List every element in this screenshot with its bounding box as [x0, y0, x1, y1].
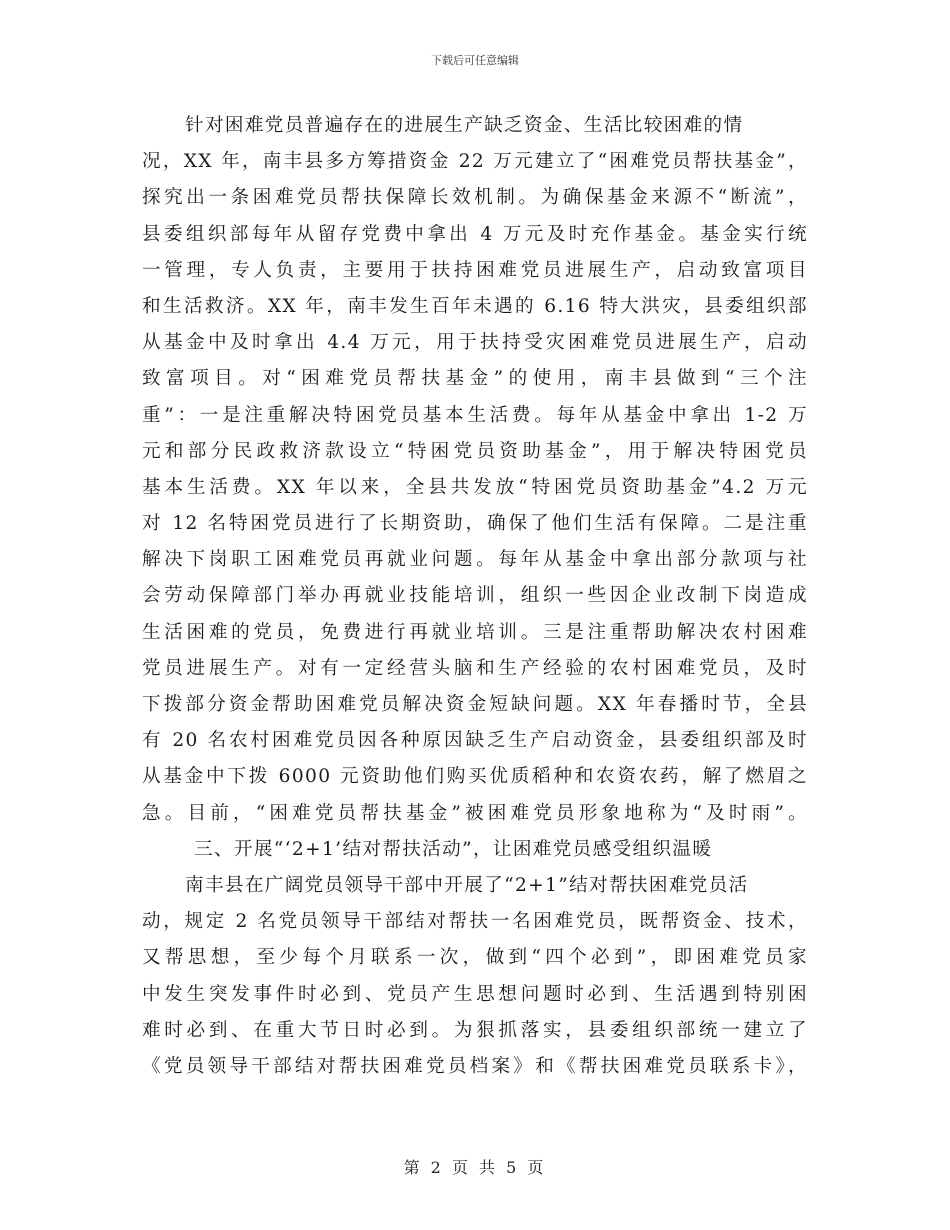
- text-line: 致富项目。对“困难党员帮扶基金”的使用，南丰县做到“三个注: [142, 368, 808, 390]
- text-line: 解决下岗职工困难党员再就业问题。每年从基金中拿出部分款项与社: [142, 549, 808, 571]
- text-line: 下拨部分资金帮助困难党员解决资金短缺问题。XX 年春播时节，全县: [142, 694, 808, 715]
- text-line: 对 12 名特困党员进行了长期资助，确保了他们生活有保障。二是注重: [142, 513, 808, 535]
- text-line: 难时必到、在重大节日时必到。为狠抓落实，县委组织部统一建立了: [142, 1019, 808, 1041]
- page-header-note: 下载后可任意编辑: [431, 54, 519, 67]
- text-line: 党员进展生产。对有一定经营头脑和生产经验的农村困难党员，及时: [142, 657, 808, 679]
- text-line: 从基金中及时拿出 4.4 万元，用于扶持受灾困难党员进展生产，启动: [142, 332, 808, 354]
- text-line: 生活困难的党员，免费进行再就业培训。三是注重帮助解决农村困难: [142, 621, 808, 643]
- text-line: 从基金中下拨 6000 元资助他们购买优质稻种和农资农药，解了燃眉之: [142, 766, 808, 788]
- text-line: 又帮思想，至少每个月联系一次，做到“四个必到”，即困难党员家: [142, 947, 808, 969]
- page-number: 第 2 页 共 5 页: [403, 1158, 547, 1177]
- section-heading: 三、开展“‘2+1’结对帮扶活动”，让困难党员感受组织温暖: [194, 838, 713, 860]
- text-line: 针对困难党员普遍存在的进展生产缺乏资金、生活比较困难的情: [185, 115, 744, 136]
- text-line: 有 20 名农村困难党员因各种原因缺乏生产启动资金，县委组织部及时: [142, 730, 808, 752]
- text-line: 重”：一是注重解决特困党员基本生活费。每年从基金中拿出 1-2 万: [142, 404, 808, 426]
- text-line: 中发生突发事件时必到、党员产生思想问题时必到、生活遇到特别困: [142, 983, 808, 1005]
- text-line: 会劳动保障部门举办再就业技能培训，组织一些因企业改制下岗造成: [142, 585, 808, 607]
- text-line: 《党员领导干部结对帮扶困难党员档案》和《帮扶困难党员联系卡》，: [142, 1055, 808, 1077]
- text-line: 南丰县在广阔党员领导干部中开展了“2+1”结对帮扶困难党员活: [185, 874, 749, 896]
- text-line: 动，规定 2 名党员领导干部结对帮扶一名困难党员，既帮资金、技术，: [142, 911, 808, 933]
- text-line: 和生活救济。XX 年，南丰发生百年未遇的 6.16 特大洪灾，县委组织部: [142, 295, 808, 317]
- text-line: 急。目前，“困难党员帮扶基金”被困难党员形象地称为“及时雨”。: [142, 802, 808, 824]
- text-line: 探究出一条困难党员帮扶保障长效机制。为确保基金来源不“断流”，: [142, 187, 808, 209]
- text-line: 基本生活费。XX 年以来，全县共发放“特困党员资助基金”4.2 万元: [142, 476, 808, 498]
- text-line: 况，XX 年，南丰县多方筹措资金 22 万元建立了“困难党员帮扶基金”，: [142, 151, 808, 173]
- document-body: [142, 108, 808, 1085]
- text-line: 一管理，专人负责，主要用于扶持困难党员进展生产，启动致富项目: [142, 259, 808, 281]
- text-line: 元和部分民政救济款设立“特困党员资助基金”，用于解决特困党员: [142, 440, 808, 462]
- text-line: 县委组织部每年从留存党费中拿出 4 万元及时充作基金。基金实行统: [142, 223, 808, 245]
